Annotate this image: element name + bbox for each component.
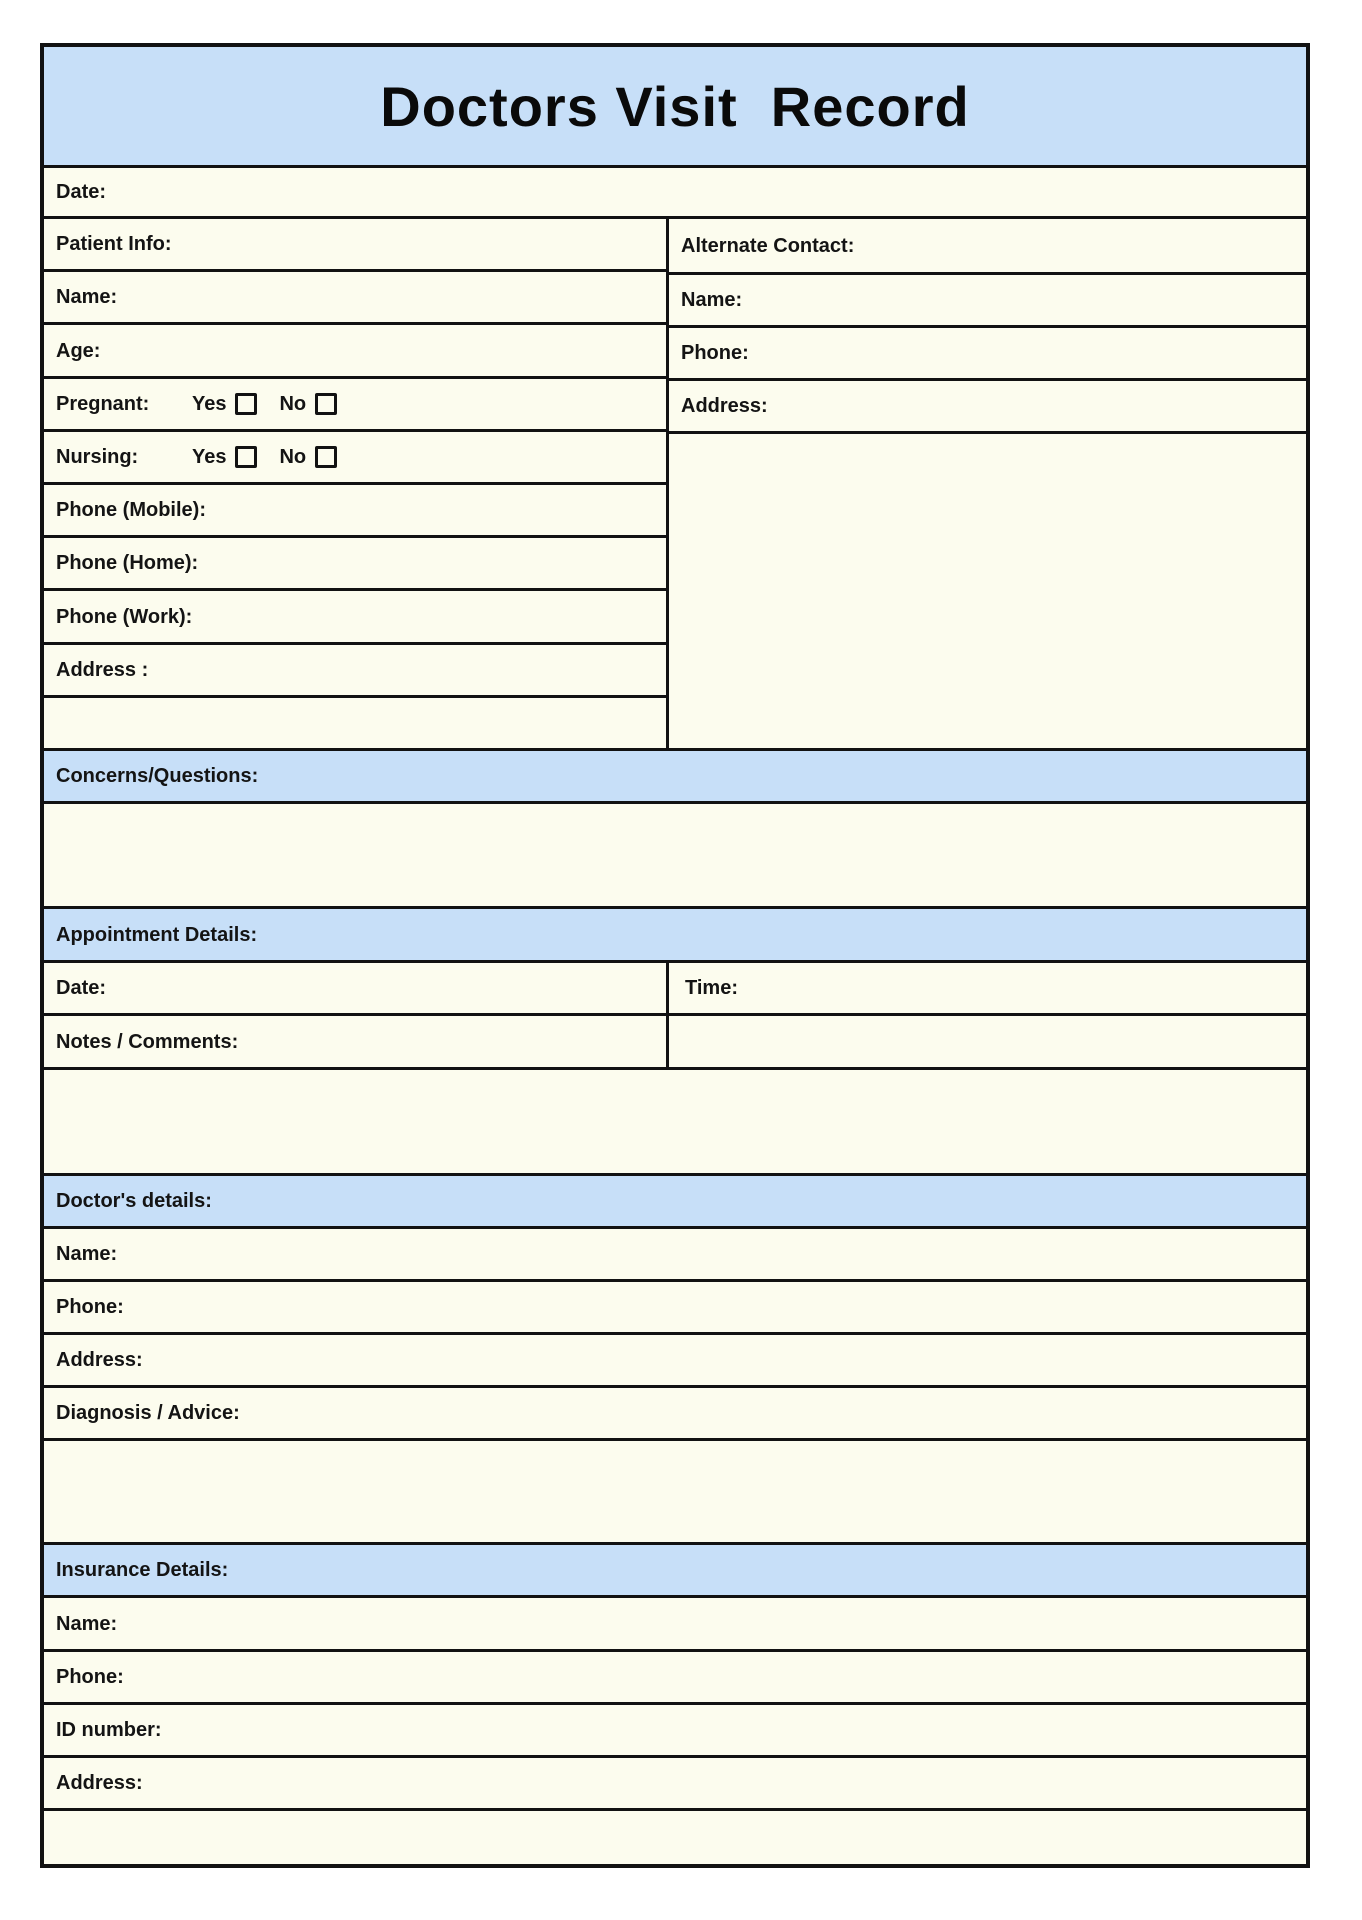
field-row-appointment-time[interactable] <box>669 963 1306 1013</box>
field-row-insurance-phone[interactable] <box>44 1649 1306 1702</box>
patient-and-contact-section <box>44 216 1306 748</box>
contact-phone-label: Phone: <box>681 342 749 364</box>
doctor-name-label: Name: <box>56 1243 118 1265</box>
appointment-time-label: Time: <box>685 977 738 999</box>
pregnant-yes-checkbox[interactable] <box>235 393 257 415</box>
diagnosis-advice-label: Diagnosis / Advice: <box>56 1402 240 1424</box>
nursing-no-label: No <box>279 445 307 468</box>
pregnant-label: Pregnant: <box>56 392 150 415</box>
phone-mobile-label: Phone (Mobile): <box>56 499 206 522</box>
appointment-date-label: Date: <box>56 977 107 999</box>
pregnant-yes-label: Yes <box>192 392 227 415</box>
contact-address-label: Address: <box>681 395 768 417</box>
insurance-name-label: Name: <box>56 1612 118 1635</box>
patient-info-column <box>44 219 669 748</box>
field-row-patient-age[interactable] <box>44 322 666 375</box>
patient-address-writing-area[interactable] <box>44 695 666 748</box>
diagnosis-writing-area[interactable] <box>44 1438 1306 1542</box>
field-row-insurance-id[interactable] <box>44 1702 1306 1755</box>
form-title-bar <box>44 47 1306 165</box>
field-row-diagnosis-advice[interactable] <box>44 1385 1306 1438</box>
insurance-address-writing-area[interactable] <box>44 1808 1306 1864</box>
field-row-phone-mobile[interactable] <box>44 482 666 535</box>
patient-info-header-row <box>44 219 666 269</box>
doctor-address-label: Address: <box>56 1349 143 1371</box>
pregnant-no-label: No <box>279 392 307 415</box>
notes-writing-area[interactable] <box>44 1067 1306 1173</box>
field-row-contact-phone[interactable] <box>669 325 1306 378</box>
field-row-insurance-address[interactable] <box>44 1755 1306 1808</box>
field-row-patient-name[interactable] <box>44 269 666 322</box>
nursing-yes-label: Yes <box>192 445 227 468</box>
doctor-phone-label: Phone: <box>56 1296 124 1318</box>
nursing-yes-checkbox[interactable] <box>235 446 257 468</box>
field-row-doctor-name[interactable] <box>44 1226 1306 1279</box>
field-row-contact-address[interactable] <box>669 378 1306 431</box>
patient-age-label: Age: <box>56 339 101 362</box>
phone-home-label: Phone (Home): <box>56 552 199 575</box>
section-header-concerns <box>44 748 1306 801</box>
section-header-doctor <box>44 1173 1306 1226</box>
appointment-notes-row <box>44 1013 1306 1067</box>
insurance-header-label: Insurance Details: <box>56 1559 229 1581</box>
patient-name-label: Name: <box>56 286 118 309</box>
nursing-no-checkbox[interactable] <box>315 446 337 468</box>
notes-comments-label: Notes / Comments: <box>56 1030 239 1053</box>
concerns-header-label: Concerns/Questions: <box>56 765 259 787</box>
patient-address-label: Address : <box>56 658 149 681</box>
appointment-header-label: Appointment Details: <box>56 923 258 946</box>
pregnant-no-checkbox[interactable] <box>315 393 337 415</box>
contact-name-label: Name: <box>681 289 743 311</box>
insurance-phone-label: Phone: <box>56 1666 124 1688</box>
field-row-visit-date[interactable] <box>44 165 1306 216</box>
field-row-patient-address[interactable] <box>44 642 666 695</box>
patient-info-header-label: Patient Info: <box>56 233 172 256</box>
insurance-id-label: ID number: <box>56 1719 162 1741</box>
field-row-nursing <box>44 429 666 482</box>
field-row-appointment-date[interactable] <box>44 963 669 1013</box>
alternate-contact-column <box>669 219 1306 748</box>
visit-date-label: Date: <box>56 181 107 203</box>
doctors-visit-record-form <box>40 43 1310 1868</box>
notes-comments-side-cell[interactable] <box>669 1016 1306 1067</box>
alternate-contact-header-row <box>669 219 1306 272</box>
page-title: Doctors Visit Record <box>380 74 970 138</box>
field-row-phone-home[interactable] <box>44 535 666 588</box>
field-row-phone-work[interactable] <box>44 588 666 641</box>
field-row-pregnant <box>44 376 666 429</box>
contact-address-writing-area[interactable] <box>669 431 1306 748</box>
field-row-doctor-address[interactable] <box>44 1332 1306 1385</box>
field-row-notes-comments[interactable] <box>44 1016 669 1067</box>
field-row-contact-name[interactable] <box>669 272 1306 325</box>
phone-work-label: Phone (Work): <box>56 605 193 628</box>
insurance-address-label: Address: <box>56 1772 143 1794</box>
doctor-header-label: Doctor's details: <box>56 1190 212 1212</box>
nursing-label: Nursing: <box>56 445 139 468</box>
appointment-date-time-row <box>44 960 1306 1013</box>
section-header-appointment <box>44 906 1306 960</box>
field-row-insurance-name[interactable] <box>44 1595 1306 1649</box>
field-row-doctor-phone[interactable] <box>44 1279 1306 1332</box>
section-header-insurance <box>44 1542 1306 1595</box>
alternate-contact-header-label: Alternate Contact: <box>681 234 855 257</box>
concerns-writing-area[interactable] <box>44 801 1306 906</box>
